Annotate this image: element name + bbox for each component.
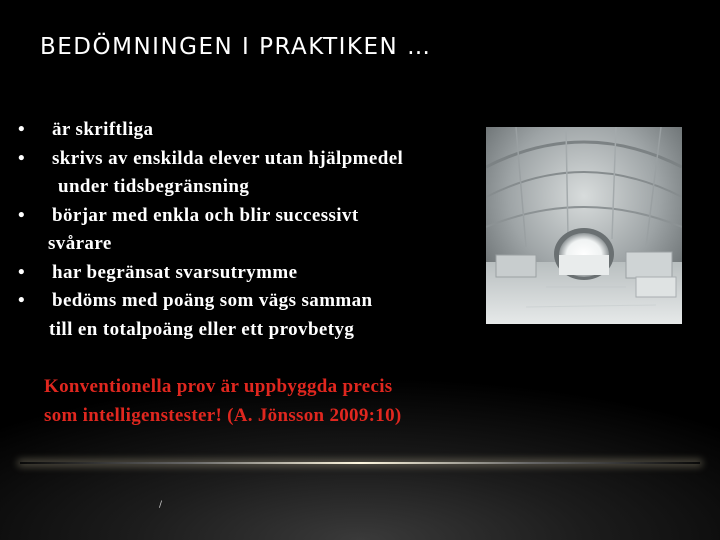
bullet-line: skrivs av enskilda elever utan hjälpmedel xyxy=(52,147,404,169)
bullet-list xyxy=(18,116,488,344)
footer-mark: / xyxy=(159,500,163,510)
ice-cave-photo xyxy=(486,127,682,324)
bullet-symbol: • xyxy=(18,147,26,169)
bullet-symbol: • xyxy=(18,204,26,226)
bullet-item xyxy=(18,202,488,259)
bullet-line: har begränsat svarsutrymme xyxy=(52,261,298,283)
bullet-line: börjar med enkla och blir successivt xyxy=(52,204,359,226)
slide-title: BEDÖMNINGEN I PRAKTIKEN … xyxy=(40,34,432,60)
bullet-item xyxy=(18,259,488,288)
bullet-item xyxy=(18,145,488,202)
bullet-symbol: • xyxy=(18,290,26,311)
bullet-item xyxy=(18,116,488,145)
bullet-item xyxy=(18,287,488,344)
bullet-line: under tidsbegränsning xyxy=(58,176,250,197)
ice-cave-illustration xyxy=(486,127,682,324)
quote-line: som intelligenstester! (A. Jönsson 2009:10) xyxy=(44,405,402,426)
bullet-line: är skriftliga xyxy=(52,119,154,140)
bullet-line: till en totalpoäng eller ett provbetyg xyxy=(49,318,355,340)
bullet-symbol: • xyxy=(18,119,26,140)
bullet-line: svårare xyxy=(48,233,112,254)
bullet-symbol: • xyxy=(18,261,26,283)
quote-line: Konventionella prov är uppbyggda precis xyxy=(44,376,393,397)
quote-block xyxy=(44,372,402,430)
bottom-glow-divider xyxy=(20,462,700,464)
bullet-line: bedöms med poäng som vägs samman xyxy=(52,290,373,311)
